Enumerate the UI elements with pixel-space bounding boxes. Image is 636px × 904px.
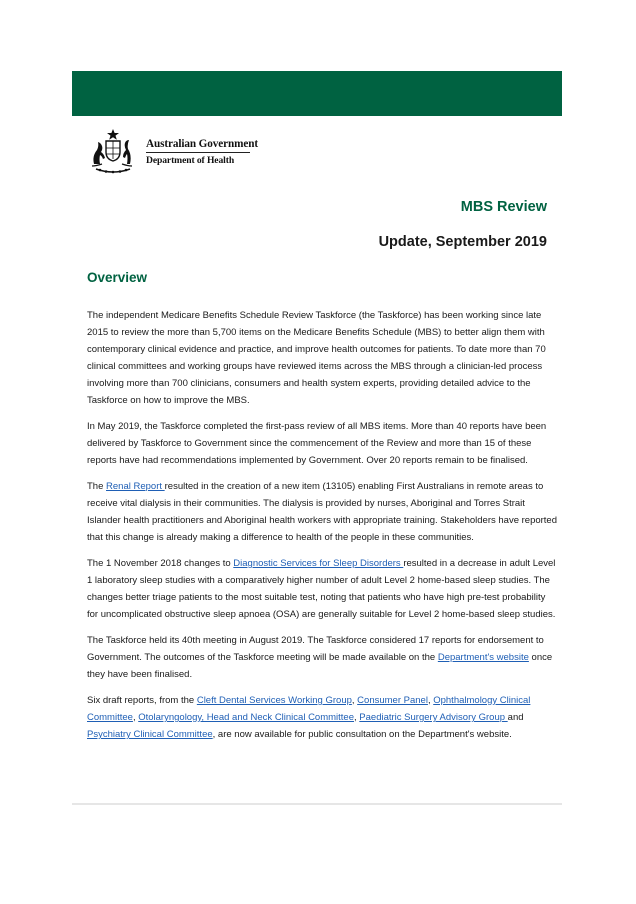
paragraph-5 [87, 632, 559, 683]
logo-divider [146, 152, 250, 153]
page-subtitle: Update, September 2019 [378, 234, 547, 250]
sleep-disorders-link[interactable]: Diagnostic Services for Sleep Disorders [233, 558, 404, 569]
text: , [132, 712, 139, 723]
text: once they have been finalised. [87, 652, 553, 680]
department-name: Department of Health [146, 155, 235, 166]
paragraph-4 [87, 555, 559, 623]
text: , [351, 695, 358, 706]
text: , are now available for public consultation on the Department's website. [212, 729, 512, 740]
coat-of-arms-icon [86, 128, 140, 174]
footer-divider [72, 803, 562, 805]
renal-report-link[interactable]: Renal Report [106, 481, 165, 492]
text: The Taskforce held its 40th meeting in August 2019. The Taskforce considered 17 reports for endorsement to Government. The outcomes of the Taskforce meeting will be made available on the [87, 635, 544, 663]
psychiatry-link[interactable]: Psychiatry Clinical Committee [87, 729, 213, 740]
page-title: MBS Review [460, 199, 547, 215]
paragraph-6 [87, 692, 559, 743]
paragraph-3 [87, 478, 559, 546]
paediatric-surgery-link[interactable]: Paediatric Surgery Advisory Group [359, 712, 508, 723]
text: resulted in the creation of a new item (13105) enabling First Australians in remote areas to receive vital dialysis in their communities. The dialysis is provided by nurses, Aboriginal and Torres Strait Islander health practitioners and Aboriginal health workers with appropriate training. Stakeholders have reported that this change is already making a difference to health of the people in these communities. [87, 481, 557, 543]
text: The 1 November 2018 changes to [87, 558, 234, 569]
header-band [72, 71, 562, 116]
consumer-panel-link[interactable]: Consumer Panel [357, 695, 428, 706]
paragraph-2: In May 2019, the Taskforce completed the first-pass review of all MBS items. More than 40 reports have been delivered by Taskforce to Government since the commencement of the Review and more than 15 of these reports have had recommendations implemented by Government. Over 20 reports remain to be finalised. [87, 421, 547, 466]
cleft-dental-link[interactable]: Cleft Dental Services Working Group [196, 695, 352, 706]
text: The [87, 481, 107, 492]
section-heading: Overview [87, 270, 148, 285]
text: resulted in a decrease in adult Level 1 laboratory sleep studies with a comparatively higher number of adult Level 2 home-based sleep studies. The changes better triage patients to the most suitable test, noting that patients who have high pre-test probability for uncomplicated obstructive sleep apnoea (OSA) are generally suitable for Level 2 home-based sleep studies. [87, 558, 556, 620]
department-website-link[interactable]: Department's website [437, 652, 529, 663]
text: , [427, 695, 434, 706]
text: Six draft reports, from the [87, 695, 197, 706]
ophthalmology-link[interactable]: Ophthalmology Clinical Committee [87, 695, 531, 723]
paragraph-1: The independent Medicare Benefits Schedule Review Taskforce (the Taskforce) has been working since late 2015 to review the more than 5,700 items on the Medicare Benefits Schedule (MBS) to better align them with contemporary clinical evidence and practice, and improve health outcomes for patients. To date more than 70 clinical committees and working groups have reviewed items across the MBS through a clinician-led process involving more than 700 clinicians, consumers and health system experts, providing detailed advice to the Taskforce on how to improve the MBS. [87, 310, 546, 406]
body-content [87, 307, 559, 752]
text: and [507, 712, 524, 723]
org-name: Australian Government [146, 138, 258, 150]
otolaryngology-link[interactable]: Otolaryngology, Head and Neck Clinical Committee [138, 712, 355, 723]
text: , [354, 712, 360, 723]
government-logo [86, 128, 286, 174]
